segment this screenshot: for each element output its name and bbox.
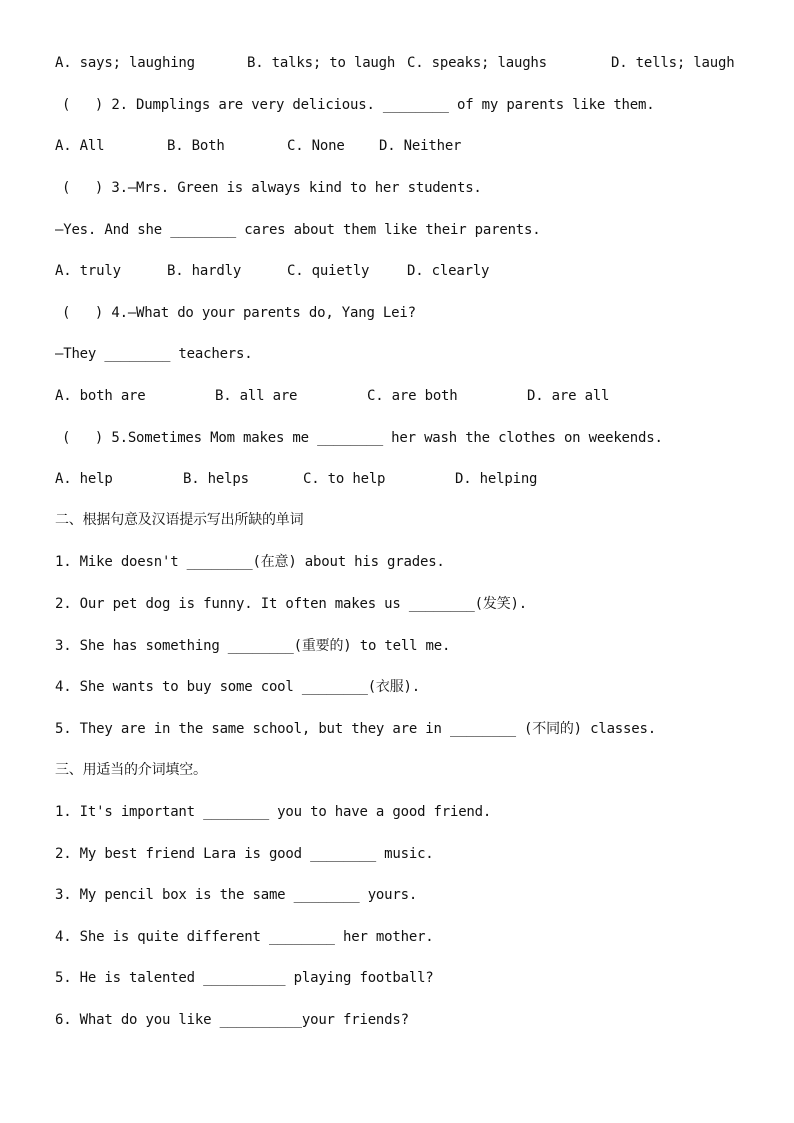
q5-options: [55, 469, 537, 489]
section-3-item-6: 6. What do you like __________your friends?: [55, 1012, 409, 1028]
section-2-item-4: 4. She wants to buy some cool ________(衣服).: [55, 679, 420, 695]
question-3: ( ) 3.—Mrs. Green is always kind to her students.: [62, 180, 482, 196]
section-2-item-1: 1. Mike doesn't ________(在意) about his grades.: [55, 554, 445, 570]
option-b: B. Both: [167, 138, 225, 154]
section-2-item-2: 2. Our pet dog is funny. It often makes us ________(发笑).: [55, 596, 527, 612]
section-3-heading: 三、用适当的介词填空。: [55, 762, 207, 778]
option-b: B. hardly: [167, 263, 242, 279]
option-c: C. quietly: [287, 263, 370, 279]
section-3-item-2: 2. My best friend Lara is good ________ music.: [55, 846, 434, 862]
question-3-reply: —Yes. And she ________ cares about them like their parents.: [55, 222, 541, 238]
option-b: B. talks; to laugh: [247, 55, 396, 71]
option-a: A. help: [55, 471, 113, 487]
question-2: ( ) 2. Dumplings are very delicious. ________ of my parents like them.: [62, 97, 655, 113]
option-d: D. tells; laugh: [611, 55, 735, 71]
option-a: A. truly: [55, 263, 121, 279]
option-d: D. helping: [455, 471, 538, 487]
q2-options: [55, 136, 461, 156]
question-4-reply: —They ________ teachers.: [55, 346, 253, 362]
option-c: C. speaks; laughs: [407, 55, 547, 71]
option-a: A. both are: [55, 388, 146, 404]
question-5: ( ) 5.Sometimes Mom makes me ________ her wash the clothes on weekends.: [62, 430, 663, 446]
section-2-heading: 二、根据句意及汉语提示写出所缺的单词: [55, 512, 304, 528]
option-c: C. are both: [367, 388, 458, 404]
option-a: A. says; laughing: [55, 55, 195, 71]
section-2-item-5: 5. They are in the same school, but they are in ________ (不同的) classes.: [55, 721, 656, 737]
q1-options: [55, 53, 734, 73]
question-4: ( ) 4.—What do your parents do, Yang Lei?: [62, 305, 416, 321]
option-d: D. Neither: [379, 138, 462, 154]
q4-options: [55, 386, 609, 406]
section-3-item-4: 4. She is quite different ________ her mother.: [55, 929, 434, 945]
option-b: B. helps: [183, 471, 249, 487]
option-d: D. clearly: [407, 263, 490, 279]
option-a: A. All: [55, 138, 105, 154]
option-c: C. None: [287, 138, 345, 154]
section-3-item-5: 5. He is talented __________ playing football?: [55, 970, 434, 986]
section-2-item-3: 3. She has something ________(重要的) to tell me.: [55, 638, 451, 654]
option-d: D. are all: [527, 388, 610, 404]
section-3-item-1: 1. It's important ________ you to have a good friend.: [55, 804, 492, 820]
section-3-item-3: 3. My pencil box is the same ________ yours.: [55, 887, 418, 903]
q3-options: [55, 261, 489, 281]
option-c: C. to help: [303, 471, 386, 487]
option-b: B. all are: [215, 388, 298, 404]
